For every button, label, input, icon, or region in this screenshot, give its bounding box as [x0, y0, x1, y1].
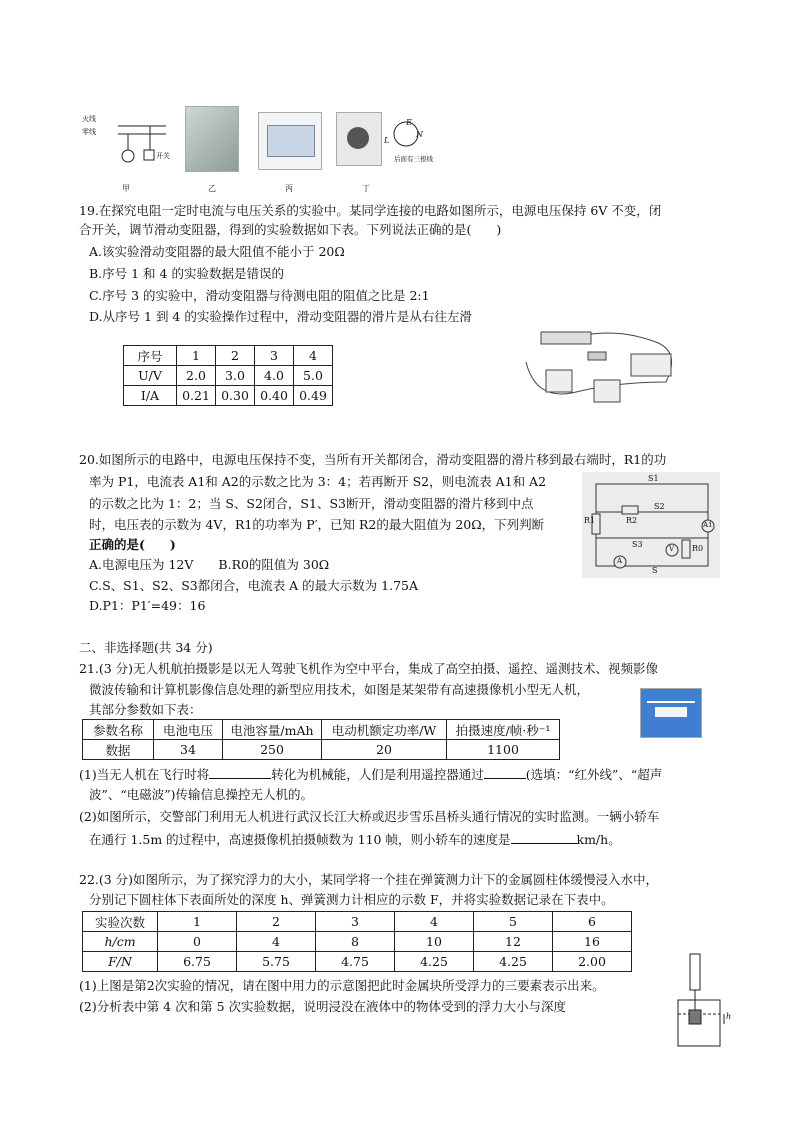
- q22-buoyancy-figure[interactable]: [670, 952, 736, 1050]
- depth-h-label: h: [726, 1012, 732, 1021]
- q20-circuit-figure: [582, 472, 720, 578]
- answer-blank-signal[interactable]: [484, 766, 526, 779]
- table-row: 实验次数 1 2 3 4 5 6: [83, 912, 632, 932]
- q21-param-table: [82, 719, 560, 760]
- q20-line-4: 时，电压表的示数为 4V，R1的功率为 P′，已知 R2的最大阻值为 20Ω，下列判断: [89, 517, 545, 532]
- caption-yi: 乙: [208, 184, 216, 193]
- q20-line-1: 20.如图所示的电路中，电源电压保持不变，当所有开关都闭合，滑动变阻器的滑片移到最右端时，R1的功: [79, 452, 667, 467]
- q19-stem-2: 合开关，调节滑动变阻器，得到的实验数据如下表。下列说法正确的是( ): [79, 222, 502, 237]
- q21-line-2: 微波传输和计算机影像信息处理的新型应用技术，如图是某架带有高速摄像机小型无人机，: [89, 682, 590, 697]
- figure-bing-photo: [258, 112, 322, 170]
- label-s: S: [652, 566, 658, 575]
- washing-machine-photo: [336, 112, 382, 166]
- table-row: F/N 6.75 5.75 4.75 4.25 4.25 2.00: [83, 952, 632, 972]
- three-wires-note: 后面有三根线: [394, 155, 433, 163]
- q22-part1: (1)上图是第2次实验的情况，请在图中用力的示意图把此时金属块所受浮力的三要素表示出来。: [79, 978, 605, 993]
- q21-part1-line1: (1)当无人机在飞行时将 转化为机械能，人们是利用遥控器通过 (选填：“红外线”、“超声: [79, 767, 663, 782]
- caption-jia: 甲: [122, 184, 130, 193]
- q19-stem-1: 19.在探究电阻一定时电流与电压关系的实验中。某同学连接的电路如图所示，电源电压保持 6V 不变，闭: [79, 203, 662, 218]
- figure-yi-photo: [185, 106, 239, 172]
- table-row: 参数名称 电池电压 电池容量/mAh 电动机额定功率/W 拍摄速度/帧·秒⁻¹: [83, 720, 560, 740]
- label-a1: A1: [703, 521, 713, 529]
- q20-line-2: 率为 P1，电流表 A1和 A2的示数之比为 3：4；若再断开 S2，则电流表 A1和 A2: [89, 474, 547, 489]
- neutral-wire-label: 零线: [82, 128, 96, 136]
- table-row: U/V 2.0 3.0 4.0 5.0: [124, 366, 333, 386]
- q22-line-2: 分别记下圆柱体下表面所处的深度 h、弹簧测力计相应的示数 F，并将实验数据记录在下表中。: [89, 892, 614, 907]
- q19-circuit-photo: [516, 322, 686, 412]
- q20-line-3: 的示数之比为 1：2；当 S、S2闭合，S1、S3断开，滑动变阻器的滑片移到中点: [89, 496, 534, 511]
- q19-data-table: [123, 345, 333, 406]
- q20-option-d: D.P1：P1′=49：16: [89, 598, 206, 613]
- caption-ding: 丁: [362, 184, 370, 193]
- label-r1: R1: [584, 516, 596, 525]
- label-a: A: [617, 557, 623, 565]
- label-r0: R0: [692, 544, 704, 553]
- q19-option-d: D.从序号 1 到 4 的实验操作过程中，滑动变阻器的滑片是从右往左滑: [89, 309, 472, 324]
- q20-option-ab: A.电源电压为 12V B.R0的阻值为 30Ω: [89, 557, 330, 572]
- table-row: h/cm 0 4 8 10 12 16: [83, 932, 632, 952]
- q22-data-table: [82, 911, 632, 972]
- plug-l-label: L: [384, 136, 390, 145]
- q22-line-1: 22.(3 分)如图所示，为了探究浮力的大小，某同学将一个挂在弹簧测力计下的金属圆柱体缓慢浸入水中，: [79, 872, 659, 887]
- table-row: 序号 1 2 3 4: [124, 346, 333, 366]
- q20-option-c: C.S、S1、S2、S3都闭合，电流表 A 的最大示数为 1.75A: [89, 578, 419, 593]
- section-heading: 二、非选择题(共 34 分): [79, 640, 213, 655]
- table-row: 数据 34 250 20 1100: [83, 740, 560, 760]
- q21-line-3: 其部分参数如下表：: [89, 702, 202, 717]
- answer-blank-speed[interactable]: [511, 831, 577, 844]
- plug-icon: [386, 114, 426, 154]
- plug-e-label: E: [406, 118, 412, 127]
- house-circuit-diagram: [100, 108, 170, 176]
- drone-photo: [640, 688, 702, 738]
- q21-part1-line2: 波”、“电磁波”)传输信息操控无人机的。: [89, 787, 314, 802]
- label-r2: R2: [626, 516, 638, 525]
- answer-blank-energy[interactable]: [209, 766, 271, 779]
- q21-part2-line1: (2)如图所示，交警部门利用无人机进行武汉长江大桥或迟步雪乐昌桥头通行情况的实时监测。一辆小轿车: [79, 809, 660, 824]
- q19-option-a: A.该实验滑动变阻器的最大阻值不能小于 20Ω: [89, 244, 345, 259]
- live-wire-label: 火线: [82, 115, 96, 123]
- plug-n-label: N: [416, 130, 423, 139]
- q20-line-5: 正确的是( ): [89, 537, 176, 552]
- caption-bing: 丙: [285, 184, 293, 193]
- q22-part2: (2)分析表中第 4 次和第 5 次实验数据，说明浸没在液体中的物体受到的浮力大小与深度: [79, 999, 567, 1014]
- label-v: V: [669, 545, 675, 553]
- q19-option-b: B.序号 1 和 4 的实验数据是错误的: [89, 266, 284, 281]
- switch-label: 开关: [156, 152, 170, 160]
- table-row: I/A 0.21 0.30 0.40 0.49: [124, 386, 333, 406]
- q19-option-c: C.序号 3 的实验中，滑动变阻器与待测电阻的阻值之比是 2:1: [89, 288, 430, 303]
- q21-part2-line2: 在通行 1.5m 的过程中，高速摄像机拍摄帧数为 110 帧，则小轿车的速度是 km/h。: [89, 832, 621, 847]
- label-s1: S1: [648, 474, 659, 483]
- label-s2: S2: [654, 502, 665, 511]
- figure-ding: [336, 108, 446, 168]
- figure-jia: [82, 108, 170, 176]
- label-s3: S3: [632, 540, 643, 549]
- q21-line-1: 21.(3 分)无人机航拍摄影是以无人驾驶飞机作为空中平台，集成了高空拍摄、遥控、遥测技术、视频影像: [79, 661, 659, 676]
